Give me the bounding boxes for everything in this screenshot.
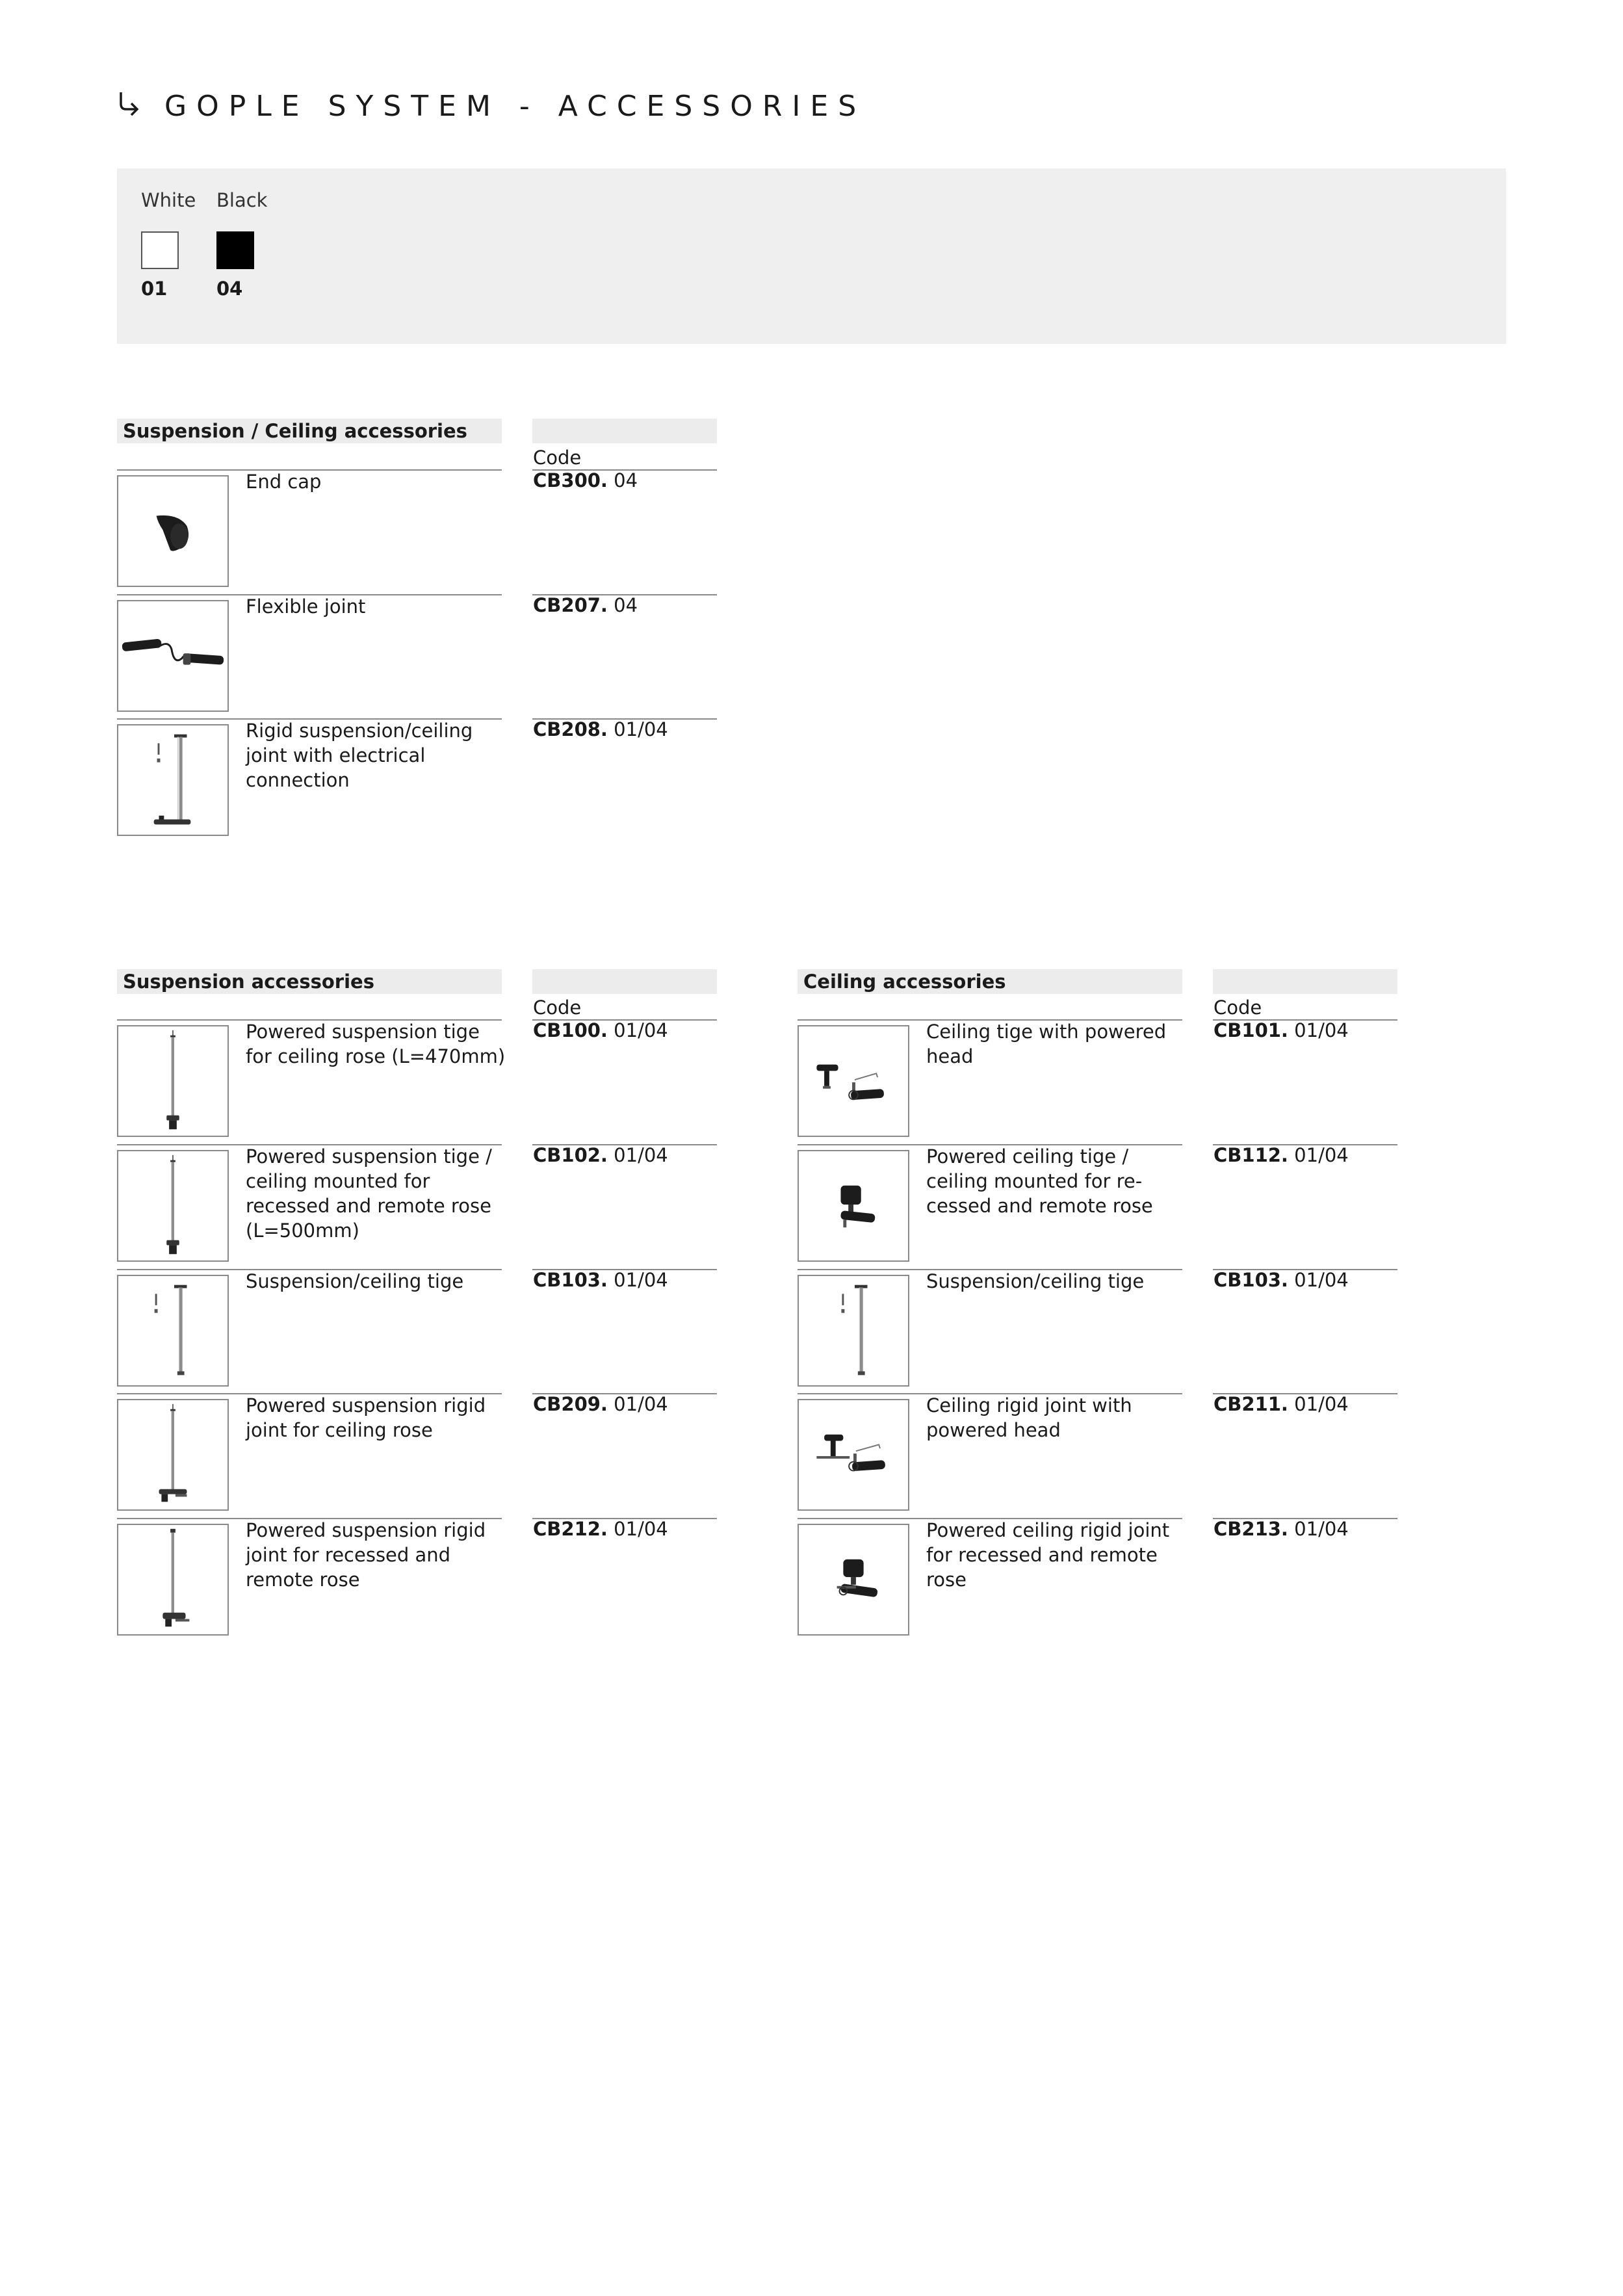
code-main: CB100.: [533, 1019, 608, 1041]
product-description: Ceiling tige with powered head: [926, 1021, 1167, 1067]
product-description: Powered suspension tige for ceiling rose (L=470mm): [246, 1021, 506, 1067]
code-suffix: 01/04: [607, 1269, 668, 1291]
code-header: Code: [1214, 997, 1262, 1019]
product-code: [1214, 1393, 1349, 1415]
code-main: CB101.: [1214, 1019, 1288, 1041]
code-main: CB211.: [1214, 1393, 1288, 1415]
product-code: [533, 1393, 668, 1415]
product-description: Flexible joint: [246, 595, 366, 618]
product-code: [1214, 1269, 1349, 1291]
suspension-rigid-joint-icon: [117, 1399, 229, 1511]
code-main: CB103.: [533, 1269, 608, 1291]
product-code: [1214, 1518, 1349, 1540]
code-main: CB103.: [1214, 1269, 1288, 1291]
code-suffix: 01/04: [607, 1393, 668, 1415]
product-description: Powered suspension tige / ceiling mounted for recessed and remote rose (L=500mm): [246, 1145, 492, 1242]
code-main: CB300.: [533, 469, 608, 491]
code-main: CB112.: [1214, 1144, 1288, 1166]
product-description: Powered ceiling tige / ceiling mounted for re-cessed and remote rose: [926, 1145, 1153, 1217]
section-title-ceiling: Ceiling accessories: [798, 969, 1182, 994]
product-code: [533, 594, 638, 616]
powered-head-icon: [798, 1025, 909, 1137]
product-description: Rigid suspension/ceiling joint with electrical connection: [246, 720, 473, 791]
product-code: [1214, 1144, 1349, 1166]
section-title-suspension: Suspension accessories: [117, 969, 502, 994]
code-header: Code: [533, 997, 582, 1019]
ceiling-tige-icon: [117, 1275, 229, 1387]
product-code: [533, 469, 638, 491]
code-main: CB213.: [1214, 1518, 1288, 1540]
product-code: [533, 1269, 668, 1291]
rigid-joint-icon: [117, 724, 229, 836]
product-code: [533, 1144, 668, 1166]
product-description: End cap: [246, 471, 322, 493]
code-suffix: 01/04: [1288, 1269, 1349, 1291]
product-description: Suspension/ceiling tige: [246, 1270, 464, 1292]
ceiling-mount-icon: [798, 1150, 909, 1262]
powered-head-icon: [798, 1399, 909, 1511]
flexible-joint-icon: [117, 600, 229, 712]
finish-white-label: White: [141, 189, 196, 211]
code-suffix: 01/04: [1288, 1019, 1349, 1041]
code-suffix: 01/04: [1288, 1144, 1349, 1166]
code-header: Code: [533, 447, 582, 469]
arrow-icon: [114, 88, 143, 117]
code-suffix: 01/04: [607, 718, 668, 740]
end-cap-icon: [117, 475, 229, 587]
suspension-tige-icon: [117, 1025, 229, 1137]
finish-white-swatch: [141, 231, 179, 269]
product-code: [533, 1019, 668, 1041]
code-suffix: 01/04: [607, 1019, 668, 1041]
code-suffix: 04: [607, 469, 638, 491]
code-suffix: 01/04: [607, 1518, 668, 1540]
code-main: CB208.: [533, 718, 608, 740]
ceiling-mount-icon: [798, 1524, 909, 1636]
product-code: [533, 718, 668, 740]
finish-white-code: 01: [141, 278, 168, 300]
finish-panel: [117, 168, 1506, 344]
product-description: Powered suspension rigid joint for ceiling rose: [246, 1394, 486, 1441]
product-code: [1214, 1019, 1349, 1041]
code-header-bar: [1213, 969, 1397, 994]
product-description: Suspension/ceiling tige: [926, 1270, 1145, 1292]
code-suffix: 01/04: [1288, 1393, 1349, 1415]
suspension-rigid-joint-icon: [117, 1524, 229, 1636]
finish-black-code: 04: [216, 278, 243, 300]
finish-black-label: Black: [216, 189, 268, 211]
product-description: Ceiling rigid joint with powered head: [926, 1394, 1132, 1441]
page-title: GOPLE SYSTEM - ACCESSORIES: [164, 90, 866, 123]
product-code: [533, 1518, 668, 1540]
code-main: CB212.: [533, 1518, 608, 1540]
product-description: Powered suspension rigid joint for recessed and remote rose: [246, 1519, 486, 1591]
section-title-suspension-ceiling: Suspension / Ceiling accessories: [117, 419, 502, 443]
code-header-bar: [532, 969, 717, 994]
finish-black-swatch: [216, 231, 254, 269]
code-suffix: 04: [607, 594, 638, 616]
product-description: Powered ceiling rigid joint for recessed and remote rose: [926, 1519, 1170, 1591]
code-header-bar: [532, 419, 717, 443]
suspension-tige-icon: [117, 1150, 229, 1262]
code-main: CB209.: [533, 1393, 608, 1415]
code-suffix: 01/04: [1288, 1518, 1349, 1540]
code-main: CB207.: [533, 594, 608, 616]
code-main: CB102.: [533, 1144, 608, 1166]
code-suffix: 01/04: [607, 1144, 668, 1166]
ceiling-tige-icon: [798, 1275, 909, 1387]
